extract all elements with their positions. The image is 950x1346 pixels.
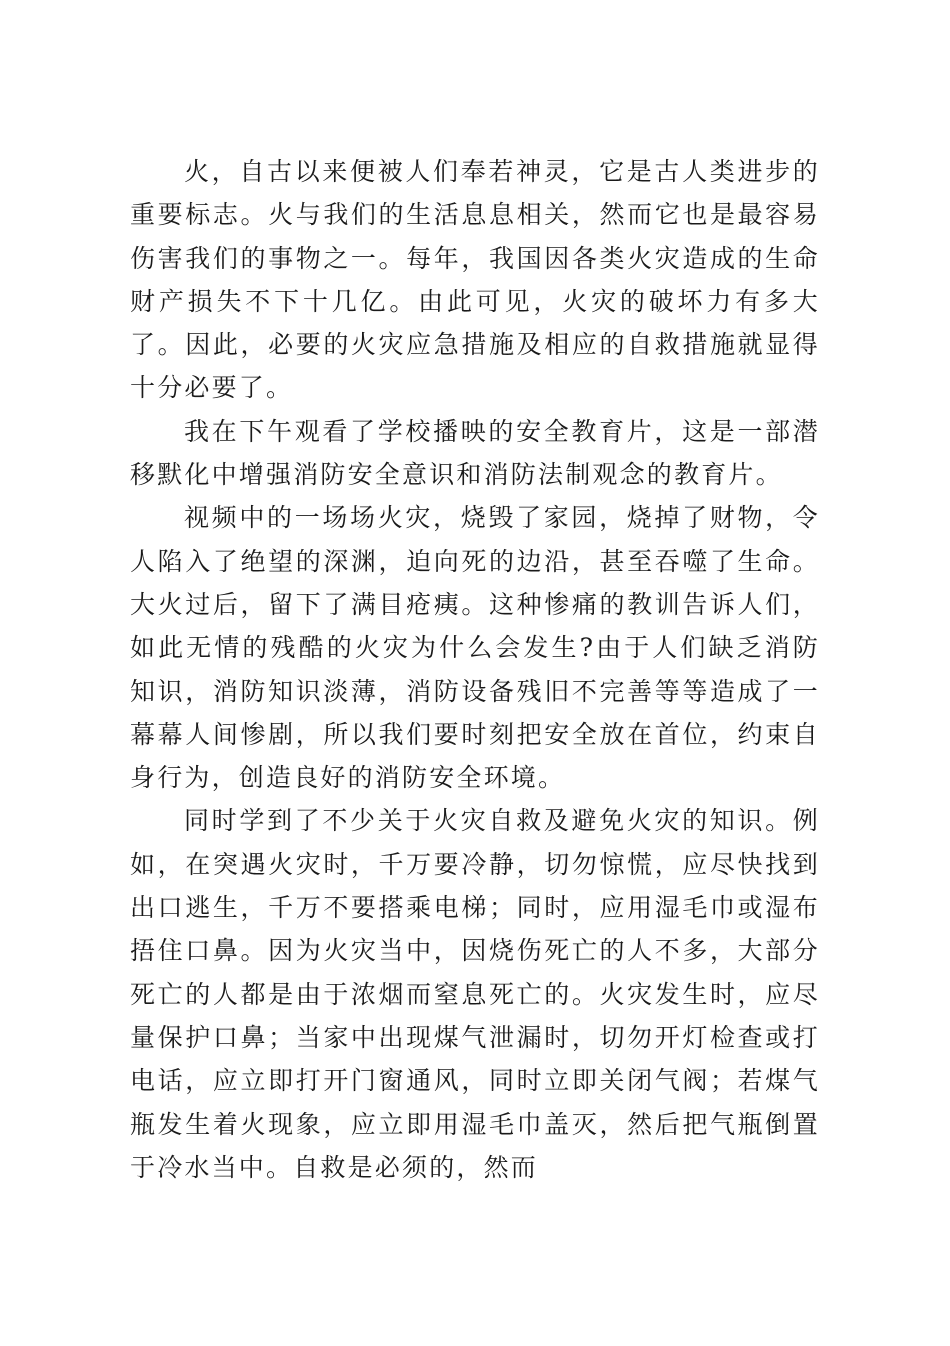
paragraph-2: 我在下午观看了学校播映的安全教育片，这是一部潜移默化中增强消防安全意识和消防法制观念的教育片。 [130,416,820,490]
paragraph-1: 火，自古以来便被人们奉若神灵，它是古人类进步的重要标志。火与我们的生活息息相关，然而它也是最容易伤害我们的事物之一。每年，我国因各类火灾造成的生命财产损失不下十几亿。由此可见，火灾的破坏力有多大了。因此，必要的火灾应急措施及相应的自救措施就显得十分必要了。 [130,157,820,403]
document-body [130,150,820,1189]
paragraph-3: 视频中的一场场火灾，烧毁了家园，烧掉了财物，令人陷入了绝望的深渊，迫向死的边沿，甚至吞噬了生命。大火过后，留下了满目疮痍。这种惨痛的教训告诉人们，如此无情的残酷的火灾为什么会发生?由于人们缺乏消防知识，消防知识淡薄，消防设备残旧不完善等等造成了一幕幕人间惨剧，所以我们要时刻把安全放在首位，约束自身行为，创造良好的消防安全环境。 [130,503,820,793]
paragraph-4: 同时学到了不少关于火灾自救及避免火灾的知识。例如，在突遇火灾时，千万要冷静，切勿惊慌，应尽快找到出口逃生，千万不要搭乘电梯；同时，应用湿毛巾或湿布捂住口鼻。因为火灾当中，因烧伤死亡的人不多，大部分死亡的人都是由于浓烟而窒息死亡的。火灾发生时，应尽量保护口鼻；当家中出现煤气泄漏时，切勿开灯检查或打电话，应立即打开门窗通风，同时立即关闭气阀；若煤气瓶发生着火现象，应立即用湿毛巾盖灭，然后把气瓶倒置于冷水当中。自救是必须的，然而 [130,806,820,1182]
